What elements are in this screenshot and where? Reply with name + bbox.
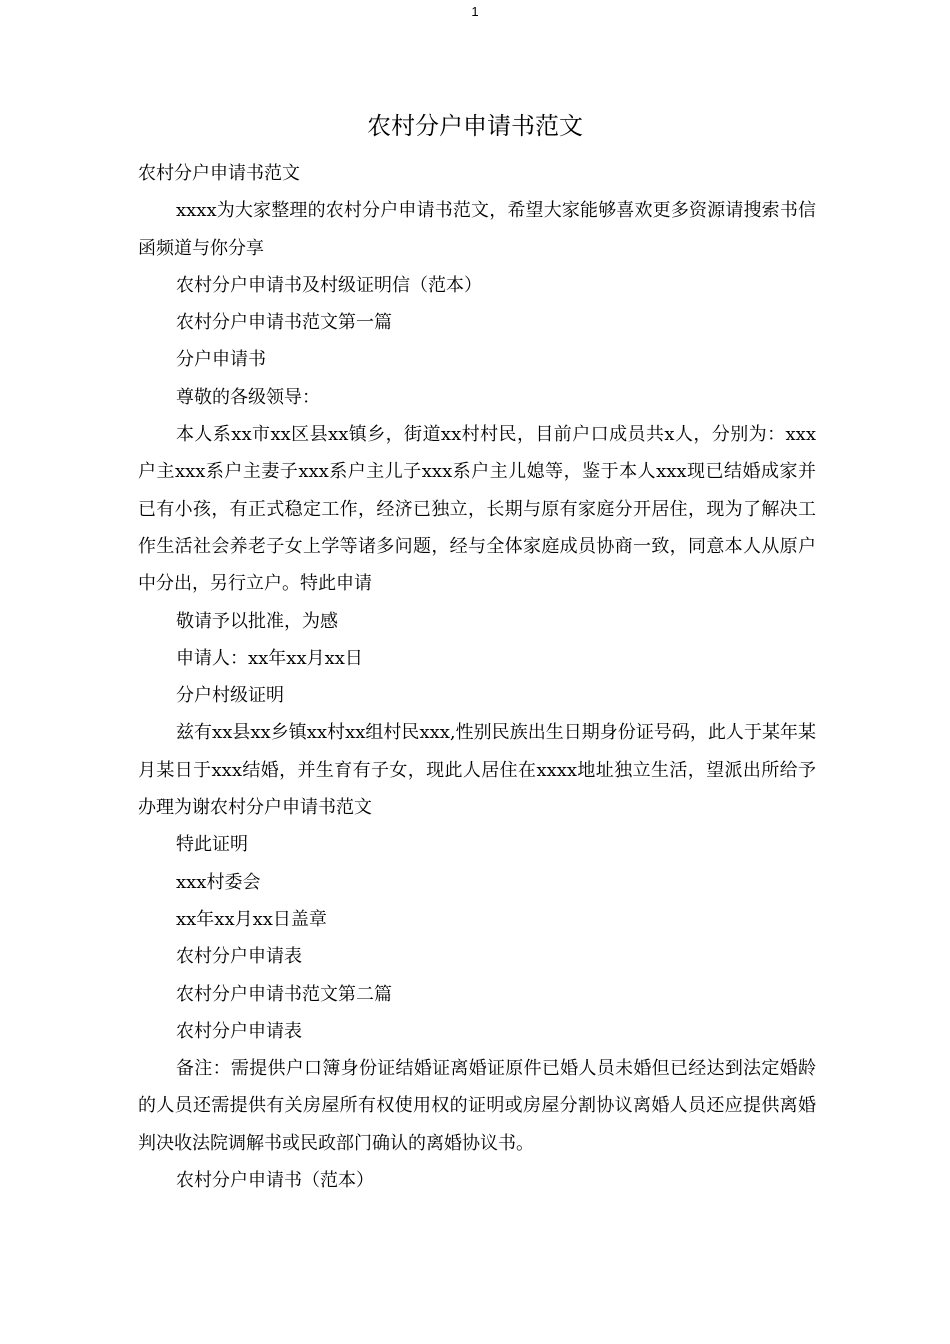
paragraph-form-title-2: 农村分户申请表 [176, 1020, 302, 1042]
paragraph-first-article: 农村分户申请书范文第一篇 [176, 312, 392, 334]
paragraph-notes: 备注：需提供户口簿身份证结婚证离婚证原件已婚人员未婚但已经达到法定婚龄的人员还需提供有关房屋所有权使用权的证明或房屋分割协议离婚人员还应提供离婚判决收法院调解书或民政部门确认的离婚协议书。 [138, 1058, 816, 1154]
paragraph-applicant: 申请人：xx年xx月xx日 [176, 647, 363, 669]
paragraph-second-article: 农村分户申请书范文第二篇 [176, 983, 392, 1005]
paragraph-committee: xxx村委会 [176, 871, 261, 893]
paragraph-application-title: 分户申请书 [176, 349, 266, 371]
paragraph-request: 敬请予以批准，为感 [176, 610, 338, 632]
paragraph-certify: 特此证明 [176, 834, 248, 856]
paragraph-stamp-date: xx年xx月xx日盖章 [176, 908, 327, 930]
paragraph-application-body: 本人系xx市xx区县xx镇乡，街道xx村村民，目前户口成员共x人，分别为：xxx户主xxx系户主妻子xxx系户主儿子xxx系户主儿媳等，鉴于本人xxx现已结婚成家并已有小孩，有正式稳定工作，经济已独立，长期与原有家庭分开居住，现为了解决工作生活社会养老子女上学等诸多问题，经与全体家庭成员协商一致，同意本人从原户中分出，另行立户。特此申请 [138, 424, 816, 595]
paragraph-heading: 农村分户申请书范文 [138, 163, 300, 184]
document-title: 农村分户申请书范文 [367, 112, 583, 140]
paragraph-village-proof-body: 兹有xx县xx乡镇xx村xx组村民xxx,性别民族出生日期身份证号码，此人于某年某月某日于xxx结婚，并生育有子女，现此人居住在xxxx地址独立生活，望派出所给予办理为谢农村分户申请书范文 [138, 722, 816, 819]
document-body [138, 155, 816, 1199]
paragraph-section-title: 农村分户申请书及村级证明信（范本） [176, 274, 482, 296]
page-number: 1 [471, 4, 479, 19]
paragraph-village-proof-title: 分户村级证明 [176, 685, 284, 707]
paragraph-intro: xxxx为大家整理的农村分户申请书范文，希望大家能够喜欢更多资源请搜索书信函频道与你分享 [138, 200, 816, 259]
paragraph-template-title: 农村分户申请书（范本） [176, 1170, 374, 1192]
paragraph-salutation: 尊敬的各级领导： [176, 386, 320, 408]
paragraph-form-title: 农村分户申请表 [176, 946, 302, 968]
